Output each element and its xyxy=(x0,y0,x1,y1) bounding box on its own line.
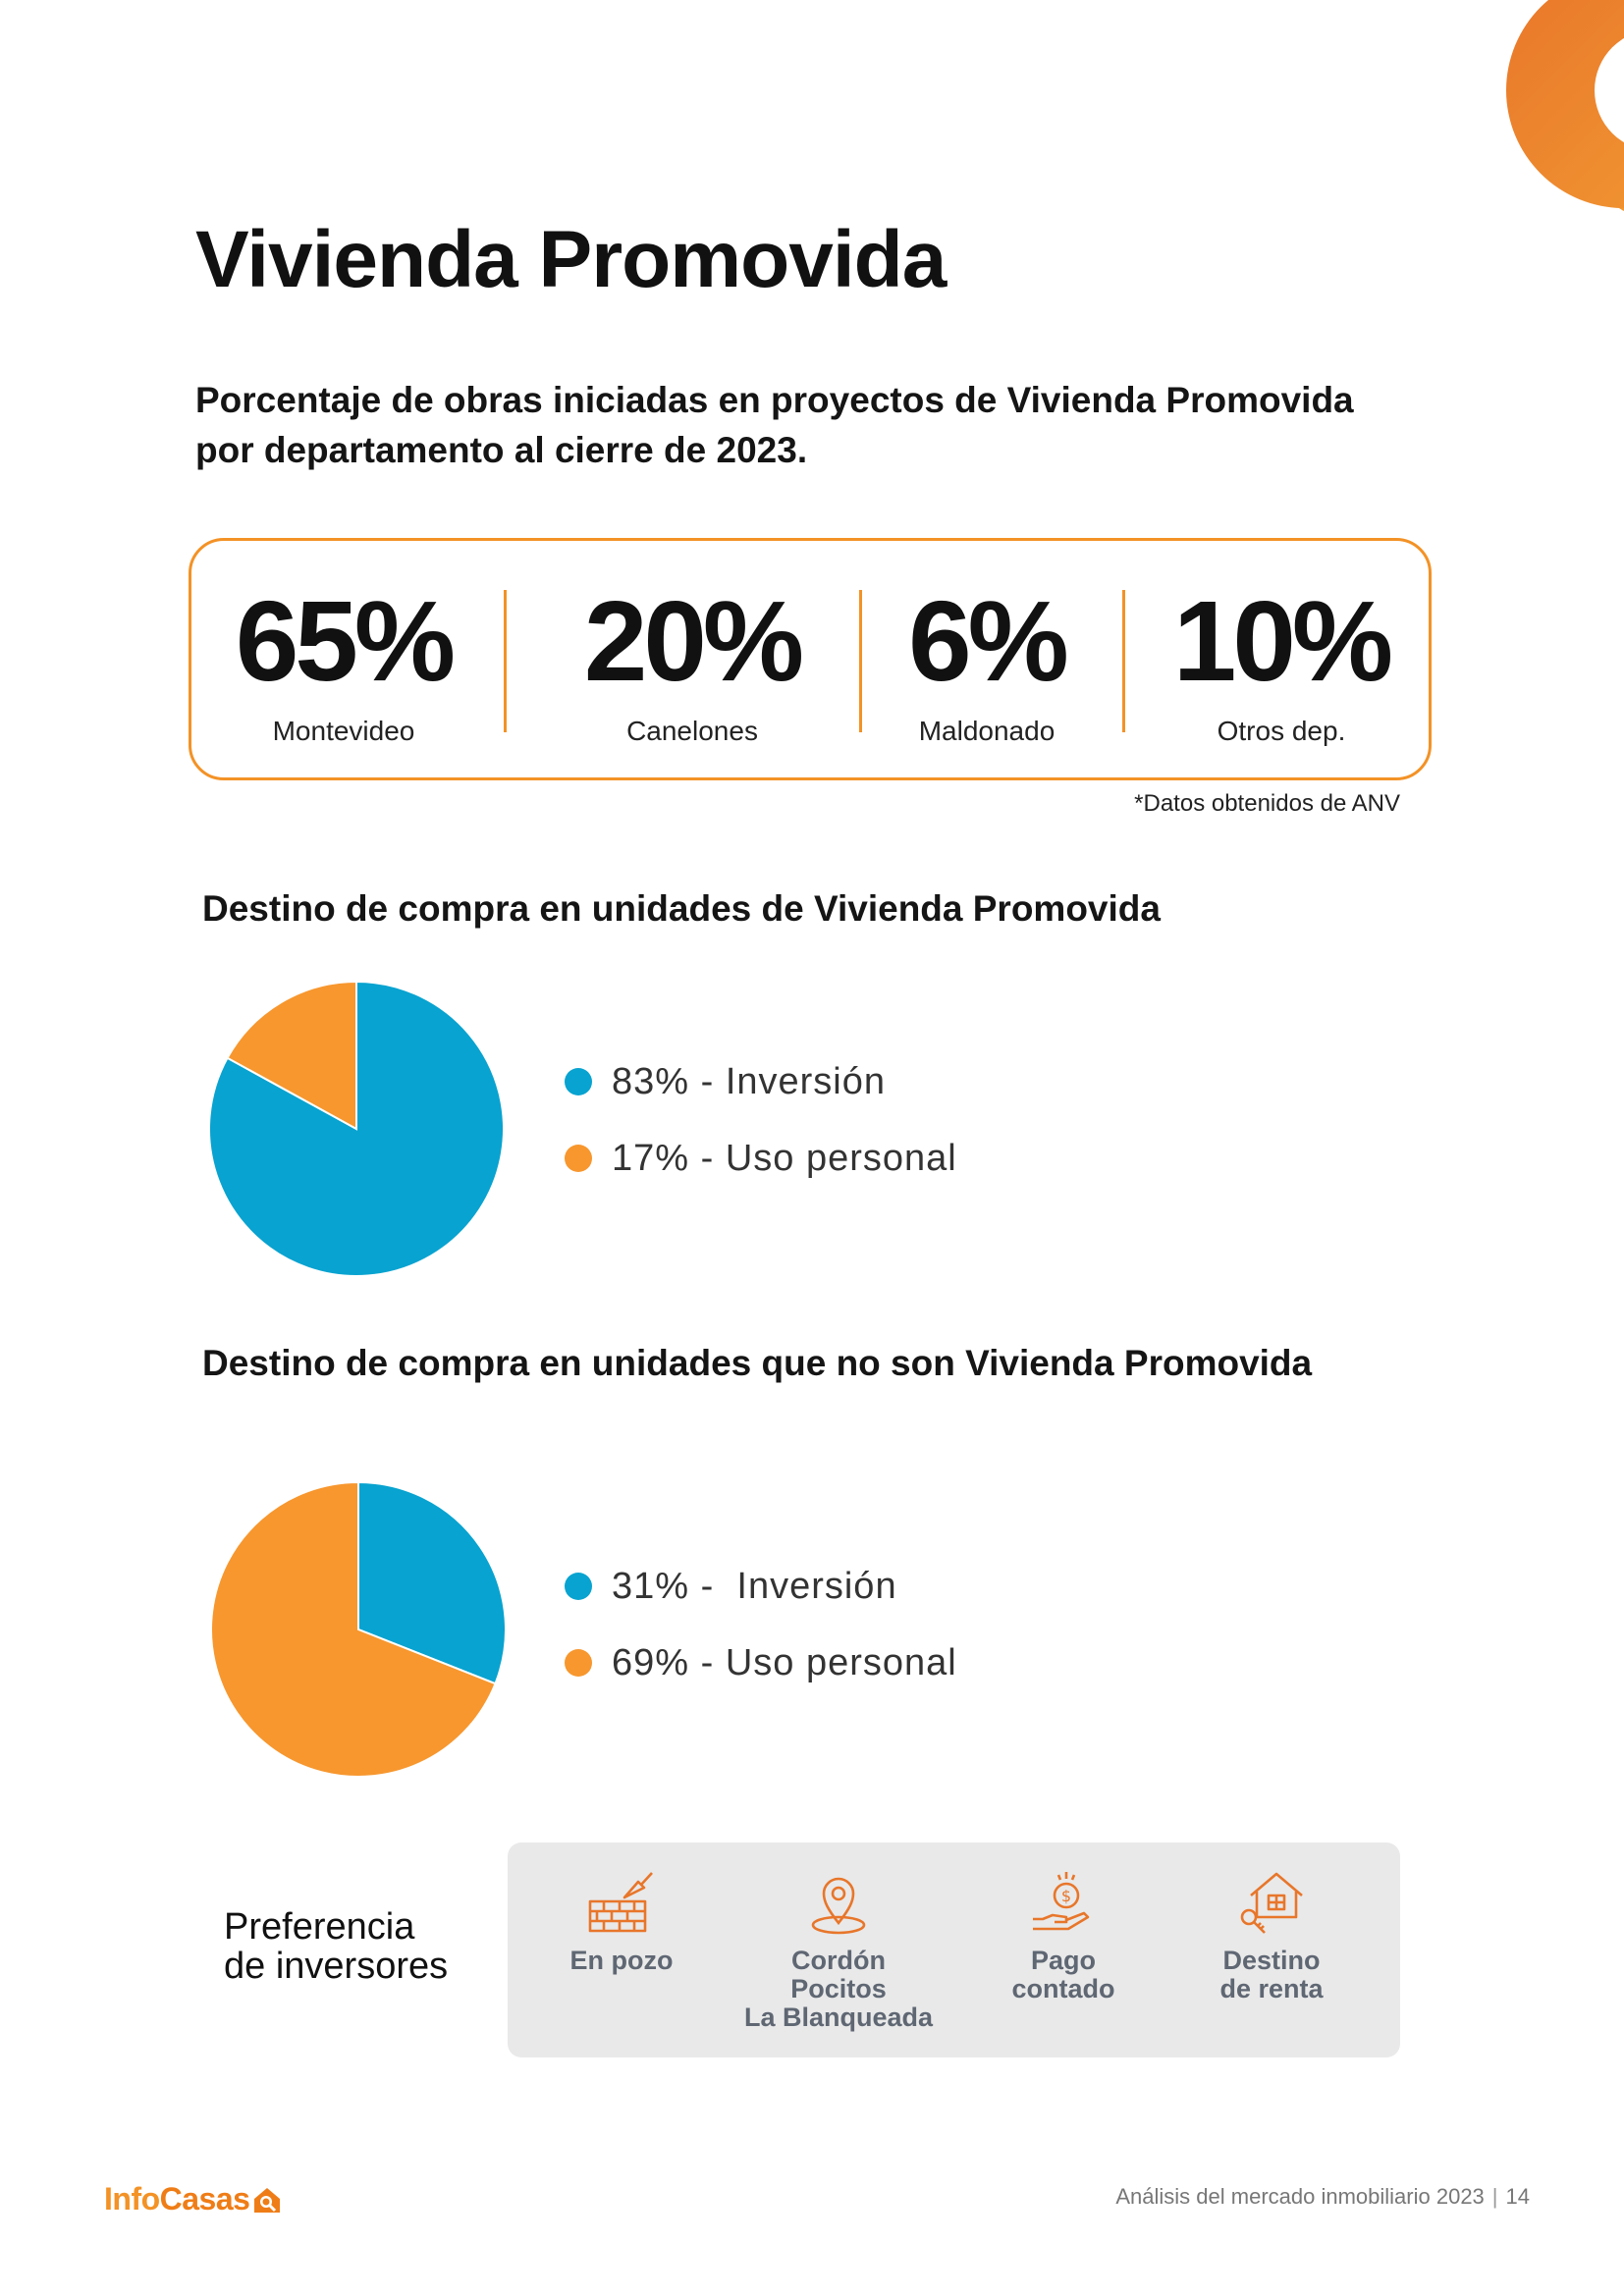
legend-item-inversion xyxy=(565,1043,957,1120)
pref-ubicacion xyxy=(731,1868,947,2032)
pie-chart-no-vivienda-promovida xyxy=(208,1479,509,1780)
stat-label: Otros dep. xyxy=(1217,716,1346,746)
legend-item-uso-personal xyxy=(565,1120,957,1197)
house-key-icon xyxy=(1235,1868,1308,1937)
legend-label: 83% - Inversión xyxy=(612,1060,887,1102)
brick-wall-trowel-icon xyxy=(585,1868,658,1937)
pref-label xyxy=(1164,1947,1380,2003)
chart-1-legend xyxy=(565,1043,957,1197)
page-number: 14 xyxy=(1505,2184,1530,2209)
chart-2-legend xyxy=(565,1548,957,1701)
subtitle-line-2: por departamento al cierre de 2023. xyxy=(195,430,808,470)
page-title: Vivienda Promovida xyxy=(195,215,947,304)
stat-value: 65% xyxy=(235,577,453,705)
report-title: Análisis del mercado inmobiliario 2023 xyxy=(1115,2184,1485,2209)
stat-value: 20% xyxy=(583,577,801,705)
source-note: *Datos obtenidos de ANV xyxy=(1134,790,1400,817)
legend-label: 17% - Uso personal xyxy=(612,1137,957,1179)
pie-chart-vivienda-promovida xyxy=(206,979,507,1279)
pref-label-line: contado xyxy=(1011,1974,1115,2003)
svg-text:$: $ xyxy=(1060,1887,1072,1905)
stat-label: Canelones xyxy=(626,716,758,746)
pref-label-line: La Blanqueada xyxy=(743,2002,934,2032)
chart-2-title: Destino de compra en unidades que no son Vivienda Promovida xyxy=(202,1343,1313,1383)
legend-dot-blue xyxy=(565,1573,592,1600)
page-subtitle xyxy=(195,375,1472,475)
stat-maldonado xyxy=(903,577,1070,747)
pref-label-line: de renta xyxy=(1219,1974,1324,2003)
legend-label: 31% - Inversión xyxy=(612,1565,897,1607)
legend-dot-orange xyxy=(565,1145,592,1172)
pref-label-line: Pocitos xyxy=(790,1974,887,2003)
house-search-logo-icon xyxy=(251,2184,283,2216)
stat-divider xyxy=(1122,590,1125,732)
footer-separator: | xyxy=(1491,2184,1498,2209)
pref-pago-contado xyxy=(955,1868,1171,2003)
pref-label-line: Cordón xyxy=(791,1946,886,1975)
infocasas-logo xyxy=(104,2181,283,2217)
pref-label xyxy=(514,1947,730,1975)
stat-value: 6% xyxy=(908,577,1065,705)
page-footer xyxy=(1115,2184,1530,2210)
stat-divider xyxy=(859,590,862,732)
legend-item-inversion xyxy=(565,1548,957,1625)
legend-label: 69% - Uso personal xyxy=(612,1641,957,1683)
location-pin-icon xyxy=(802,1868,875,1937)
stat-value: 10% xyxy=(1172,577,1390,705)
stat-label: Maldonado xyxy=(918,716,1056,746)
legend-item-uso-personal xyxy=(565,1625,957,1701)
pref-label-line: En pozo xyxy=(569,1946,674,1975)
stat-divider xyxy=(504,590,507,732)
coin-hand-icon xyxy=(1027,1868,1100,1937)
chart-1-title: Destino de compra en unidades de Vivienda Promovida xyxy=(202,888,1161,929)
stat-canelones xyxy=(560,577,825,747)
investor-preferences-title xyxy=(224,1907,448,1986)
logo-info-text: Info xyxy=(104,2181,160,2216)
legend-dot-blue xyxy=(565,1068,592,1095)
stat-label: Montevideo xyxy=(272,716,415,746)
pref-label-line: Destino xyxy=(1222,1946,1321,1975)
legend-dot-orange xyxy=(565,1649,592,1677)
logo-casas-text: Casas xyxy=(159,2181,250,2216)
pref-label xyxy=(955,1947,1171,2003)
pref-en-pozo xyxy=(514,1868,730,1975)
pref-destino-renta xyxy=(1164,1868,1380,2003)
prefs-title-line-1: Preferencia xyxy=(224,1906,415,1948)
prefs-title-line-2: de inversores xyxy=(224,1946,449,1987)
pref-label xyxy=(731,1947,947,2032)
stat-otros xyxy=(1164,577,1399,747)
department-stats-box xyxy=(189,538,1432,780)
investor-preferences-panel xyxy=(508,1842,1400,2057)
corner-arc-decoration xyxy=(1496,0,1624,211)
subtitle-line-1: Porcentaje de obras iniciadas en proyectos de Vivienda Promovida xyxy=(195,380,1354,420)
stat-montevideo xyxy=(231,577,457,747)
pref-label-line: Pago xyxy=(1030,1946,1096,1975)
